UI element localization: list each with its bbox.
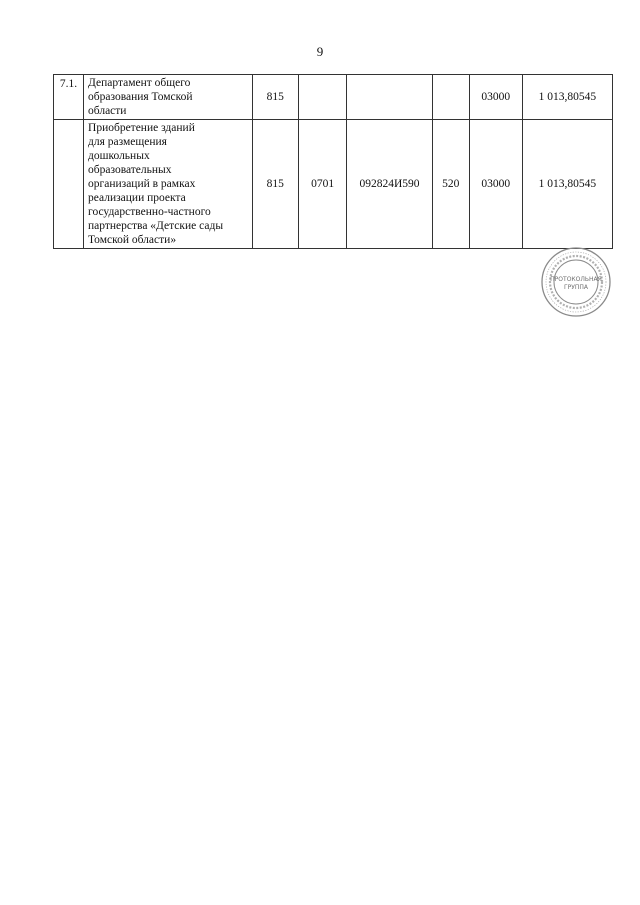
cell-budget-code: 03000 [469, 120, 522, 249]
cell-amount: 1 013,80545 [522, 75, 612, 120]
row-name: Приобретение зданий для размещения дошкольных образовательных организаций в рамках реализации проекта государственно-частного партнерства «Детские сады Томской области» [84, 120, 253, 249]
cell-section-code [298, 75, 347, 120]
row-number [54, 120, 84, 249]
official-stamp [540, 246, 612, 318]
cell-amount: 1 013,80545 [522, 120, 612, 249]
cell-budget-code: 03000 [469, 75, 522, 120]
cell-ministry-code: 815 [252, 75, 298, 120]
page-number: 9 [316, 44, 324, 59]
cell-expense-type [432, 75, 469, 120]
stamp-line-2: ГРУППА [563, 284, 589, 291]
row-name: Департамент общего образования Томской области [84, 75, 253, 120]
cell-expense-type: 520 [432, 120, 469, 249]
cell-ministry-code: 815 [252, 120, 298, 249]
stamp-line-1: ПРОТОКОЛЬНАЯ [550, 276, 602, 283]
budget-table [53, 74, 613, 249]
cell-target-article [347, 75, 432, 120]
cell-target-article: 092824И590 [347, 120, 432, 249]
row-number: 7.1. [54, 75, 84, 120]
table-row [54, 120, 613, 249]
table-row [54, 75, 613, 120]
cell-section-code: 0701 [298, 120, 347, 249]
